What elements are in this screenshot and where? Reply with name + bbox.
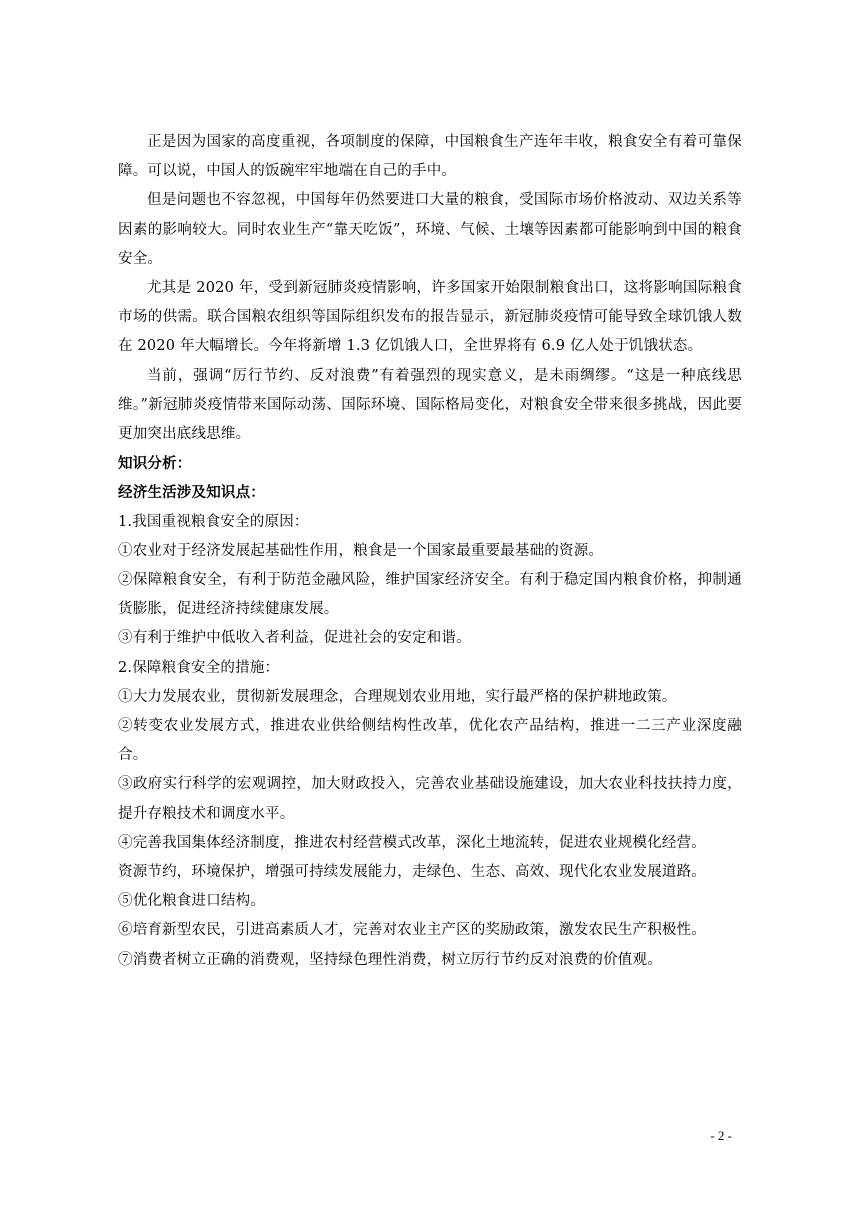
paragraph: 当前，强调“厉行节约、反对浪费”有着强烈的现实意义，是未雨绸缪。“这是一种底线思维。”新冠肺炎疫情带来国际动荡、国际环境、国际格局变化，对粮食安全带来很多挑战，因此要更加突出底线思维。 [118, 367, 742, 443]
page-number: - 2 - [710, 1128, 732, 1143]
section-title: 1.我国重视粮食安全的原因： [118, 513, 309, 530]
page-content [118, 128, 742, 975]
section-title: 2.保障粮食安全的措施： [118, 659, 280, 676]
list-item: ②保障粮食安全，有利于防范金融风险，维护国家经济安全。有利于稳定国内粮食价格，抑制通货膨胀，促进经济持续健康发展。 [118, 572, 742, 618]
list-item: 资源节约，环境保护，增强可持续发展能力，走绿色、生态、高效、现代化农业发展道路。 [118, 864, 706, 881]
list-item: ③有利于维护中低收入者利益，促进社会的安定和谐。 [118, 630, 471, 647]
list-item: ④完善我国集体经济制度，推进农村经营模式改革，深化土地流转，促进农业规模化经营。 [118, 834, 706, 851]
list-item: ①大力发展农业，贯彻新发展理念，合理规划农业用地，实行最严格的保护耕地政策。 [118, 688, 677, 705]
list-item: ⑥培育新型农民，引进高素质人才，完善对农业主产区的奖励政策，激发农民生产积极性。 [118, 922, 706, 939]
paragraph: 尤其是 2020 年，受到新冠肺炎疫情影响，许多国家开始限制粮食出口，这将影响国际粮食市场的供需。联合国粮农组织等国际组织发布的报告显示，新冠肺炎疫情可能导致全球饥饿人数在 2020 年大幅增长。今年将新增 1.3 亿饥饿人口，全世界将有 6.9 亿人处于饥饿状态。 [118, 280, 742, 355]
paragraph: 正是因为国家的高度重视，各项制度的保障，中国粮食生产连年丰收，粮食安全有着可靠保障。可以说，中国人的饭碗牢牢地端在自己的手中。 [118, 134, 742, 180]
heading-economic-knowledge: 经济生活涉及知识点： [118, 484, 265, 502]
list-item: ①农业对于经济发展起基础性作用，粮食是一个国家最重要最基础的资源。 [118, 542, 604, 559]
paragraph: 但是问题也不容忽视，中国每年仍然要进口大量的粮食，受国际市场价格波动、双边关系等因素的影响较大。同时农业生产“靠天吃饭”，环境、气候、土壤等因素都可能影响到中国的粮食安全。 [118, 192, 742, 267]
heading-knowledge-analysis: 知识分析： [118, 455, 192, 473]
list-item: ⑦消费者树立正确的消费观，坚持绿色理性消费，树立厉行节约反对浪费的价值观。 [118, 951, 662, 968]
list-item: ⑤优化粮食进口结构。 [118, 893, 265, 910]
list-item: ②转变农业发展方式，推进农业供给侧结构性改革，优化农产品结构，推进一二三产业深度融合。 [118, 718, 742, 764]
list-item: ③政府实行科学的宏观调控，加大财政投入，完善农业基础设施建设，加大农业科技扶持力度，提升存粮技术和调度水平。 [118, 776, 742, 822]
